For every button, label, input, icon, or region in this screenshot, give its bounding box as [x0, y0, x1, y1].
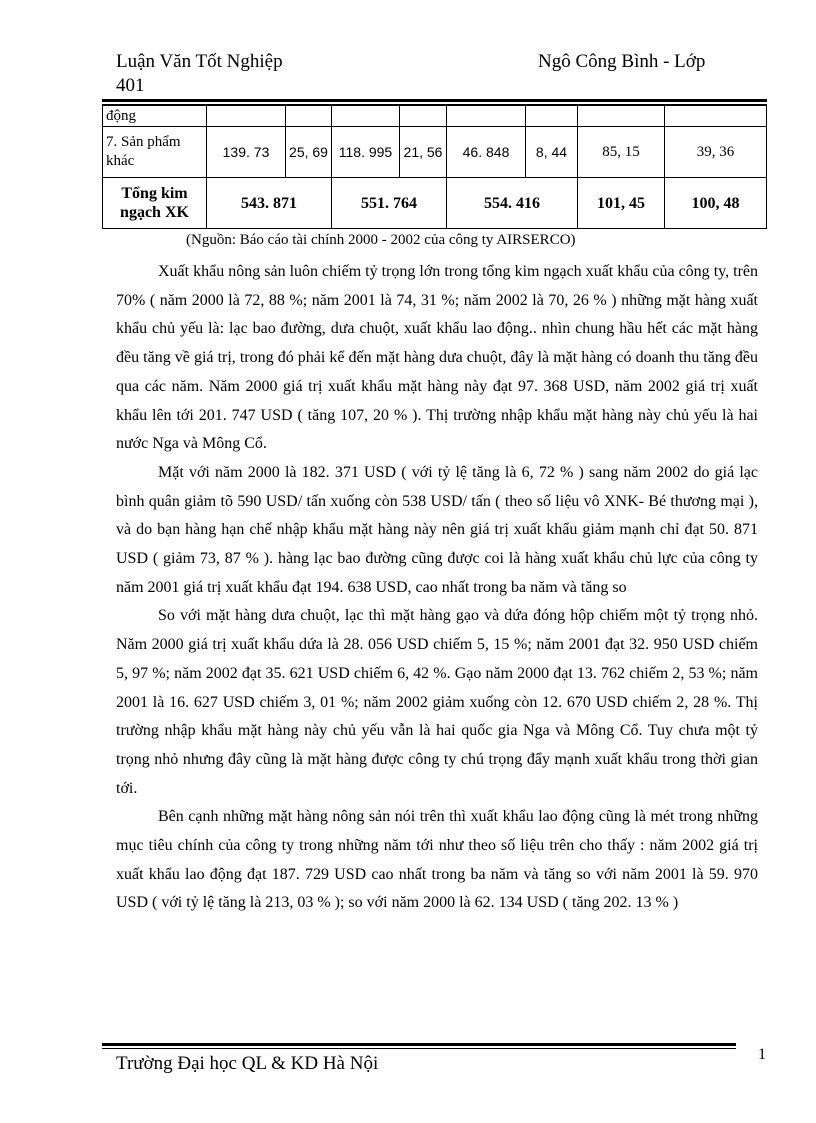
page-number: 1 [758, 1046, 766, 1063]
footer-rule [102, 1043, 736, 1046]
row-label: động [103, 106, 207, 127]
header-class-number: 401 [116, 75, 145, 96]
table-cell [400, 106, 447, 127]
header-thesis-title: Luận Văn Tốt Nghiệp [116, 51, 283, 72]
paragraph: Mặt với năm 2000 là 182. 371 USD ( với tỷ lệ tăng là 6, 72 % ) sang năm 2002 do giá lạc bình quân giảm tõ 590 USD/ tấn xuống còn 538 USD/ tấn ( theo số liệu vô XNK- Bé thương mại ), và do bạn hàng hạn chế nhập khẩu mặt hàng này nên giá trị xuất khẩu giảm mạnh chỉ đạt 50. 871 USD ( giảm 73, 87 % ). hàng lạc bao đường cũng được coi là hàng xuất khẩu chủ lực của công ty năm 2001 giá trị xuất khẩu đạt 194. 638 USD, cao nhất trong ba năm và tăng so [116, 463, 758, 596]
row-label: 7. Sản phẩm khác [103, 127, 207, 178]
footer-school: Trường Đại học QL & KD Hà Nội [116, 1053, 379, 1074]
table-cell [447, 106, 526, 127]
row-label: Tổng kim ngạch XK [103, 178, 207, 229]
table-cell: 39, 36 [665, 127, 767, 178]
paragraph: Xuất khẩu nông sản luôn chiếm tỷ trọng lớn trong tổng kim ngạch xuất khẩu của công ty, trên 70% ( năm 2000 là 72, 88 %; năm 2001 là 74, 31 %; năm 2002 là 70, 26 % ) những mặt hàng xuất khẩu chủ yếu là: lạc bao đường, dưa chuột, xuất khẩu lao động.. nhìn chung hầu hết các mặt hàng đều tăng về giá trị, trong đó phải kể đến mặt hàng dưa chuột, đây là mặt hàng có doanh thu tăng đều qua các năm. Năm 2000 giá trị xuất khẩu mặt hàng này đạt 97. 368 USD, năm 2002 giá trị xuất khẩu lên tới 201. 747 USD ( tăng 107, 20 % ). Thị trường nhập khẩu mặt hàng này chủ yếu là hai nước Nga và Mông Cổ. [116, 263, 758, 453]
table-cell [207, 106, 286, 127]
table-cell [526, 106, 578, 127]
table-cell [332, 106, 400, 127]
table-cell: 139. 73 [207, 127, 286, 178]
table-cell: 85, 15 [578, 127, 665, 178]
table-cell: 100, 48 [665, 178, 767, 229]
table-row [103, 127, 767, 178]
table-cell [578, 106, 665, 127]
table-cell: 101, 45 [578, 178, 665, 229]
header-author: Ngô Công Bình - Lớp [538, 51, 706, 72]
table-cell: 8, 44 [526, 127, 578, 178]
paragraph: So với mặt hàng dưa chuột, lạc thì mặt hàng gạo và dứa đóng hộp chiếm một tỷ trọng nhỏ. Năm 2000 giá trị xuất khẩu dứa là 28. 056 USD chiếm 5, 15 %; năm 2001 đạt 32. 950 USD chiếm 5, 97 %; năm 2002 đạt 35. 621 USD chiếm 6, 42 %. Gạo năm 2000 đạt 13. 762 chiếm 2, 53 %; năm 2001 là 16. 627 USD chiếm 3, 01 %; năm 2002 giảm xuống còn 12. 670 USD chiếm 2, 28 %. Thị trường nhập khẩu mặt hàng này chủ yếu vẫn là hai quốc gia Nga và Mông Cổ. Tuy chưa một tỷ trọng nhỏ nhưng đây cũng là mặt hàng được công ty chú trọng đẩy mạnh xuất khẩu trong thời gian tới. [116, 607, 758, 797]
table-cell [286, 106, 332, 127]
table-cell [665, 106, 767, 127]
table-cell: 551. 764 [332, 178, 447, 229]
table-cell: 118. 995 [332, 127, 400, 178]
table-cell: 554. 416 [447, 178, 578, 229]
footer-rule-thin [102, 1048, 736, 1049]
table-cell: 46. 848 [447, 127, 526, 178]
table-cell: 543. 871 [207, 178, 332, 229]
table-cell: 25, 69 [286, 127, 332, 178]
header-rule [102, 99, 767, 102]
body-text [116, 258, 758, 918]
table-source-note: (Nguồn: Báo cáo tài chính 2000 - 2002 của công ty AIRSERCO) [186, 232, 576, 248]
export-table [102, 105, 767, 229]
table-row-total [103, 178, 767, 229]
paragraph: Bên cạnh những mặt hàng nông sản nói trên thì xuất khẩu lao động cũng là mét trong những mục tiêu chính của công ty trong những năm tới như theo số liệu trên cho thấy : năm 2002 giá trị xuất khẩu lao động đạt 187. 729 USD cao nhất trong ba năm và tăng so với năm 2001 là 59. 970 USD ( với tỷ lệ tăng là 213, 03 % ); so với năm 2000 là 62. 134 USD ( tăng 202. 13 % ) [116, 808, 758, 912]
table-row [103, 106, 767, 127]
table-cell: 21, 56 [400, 127, 447, 178]
header-left [116, 50, 283, 98]
